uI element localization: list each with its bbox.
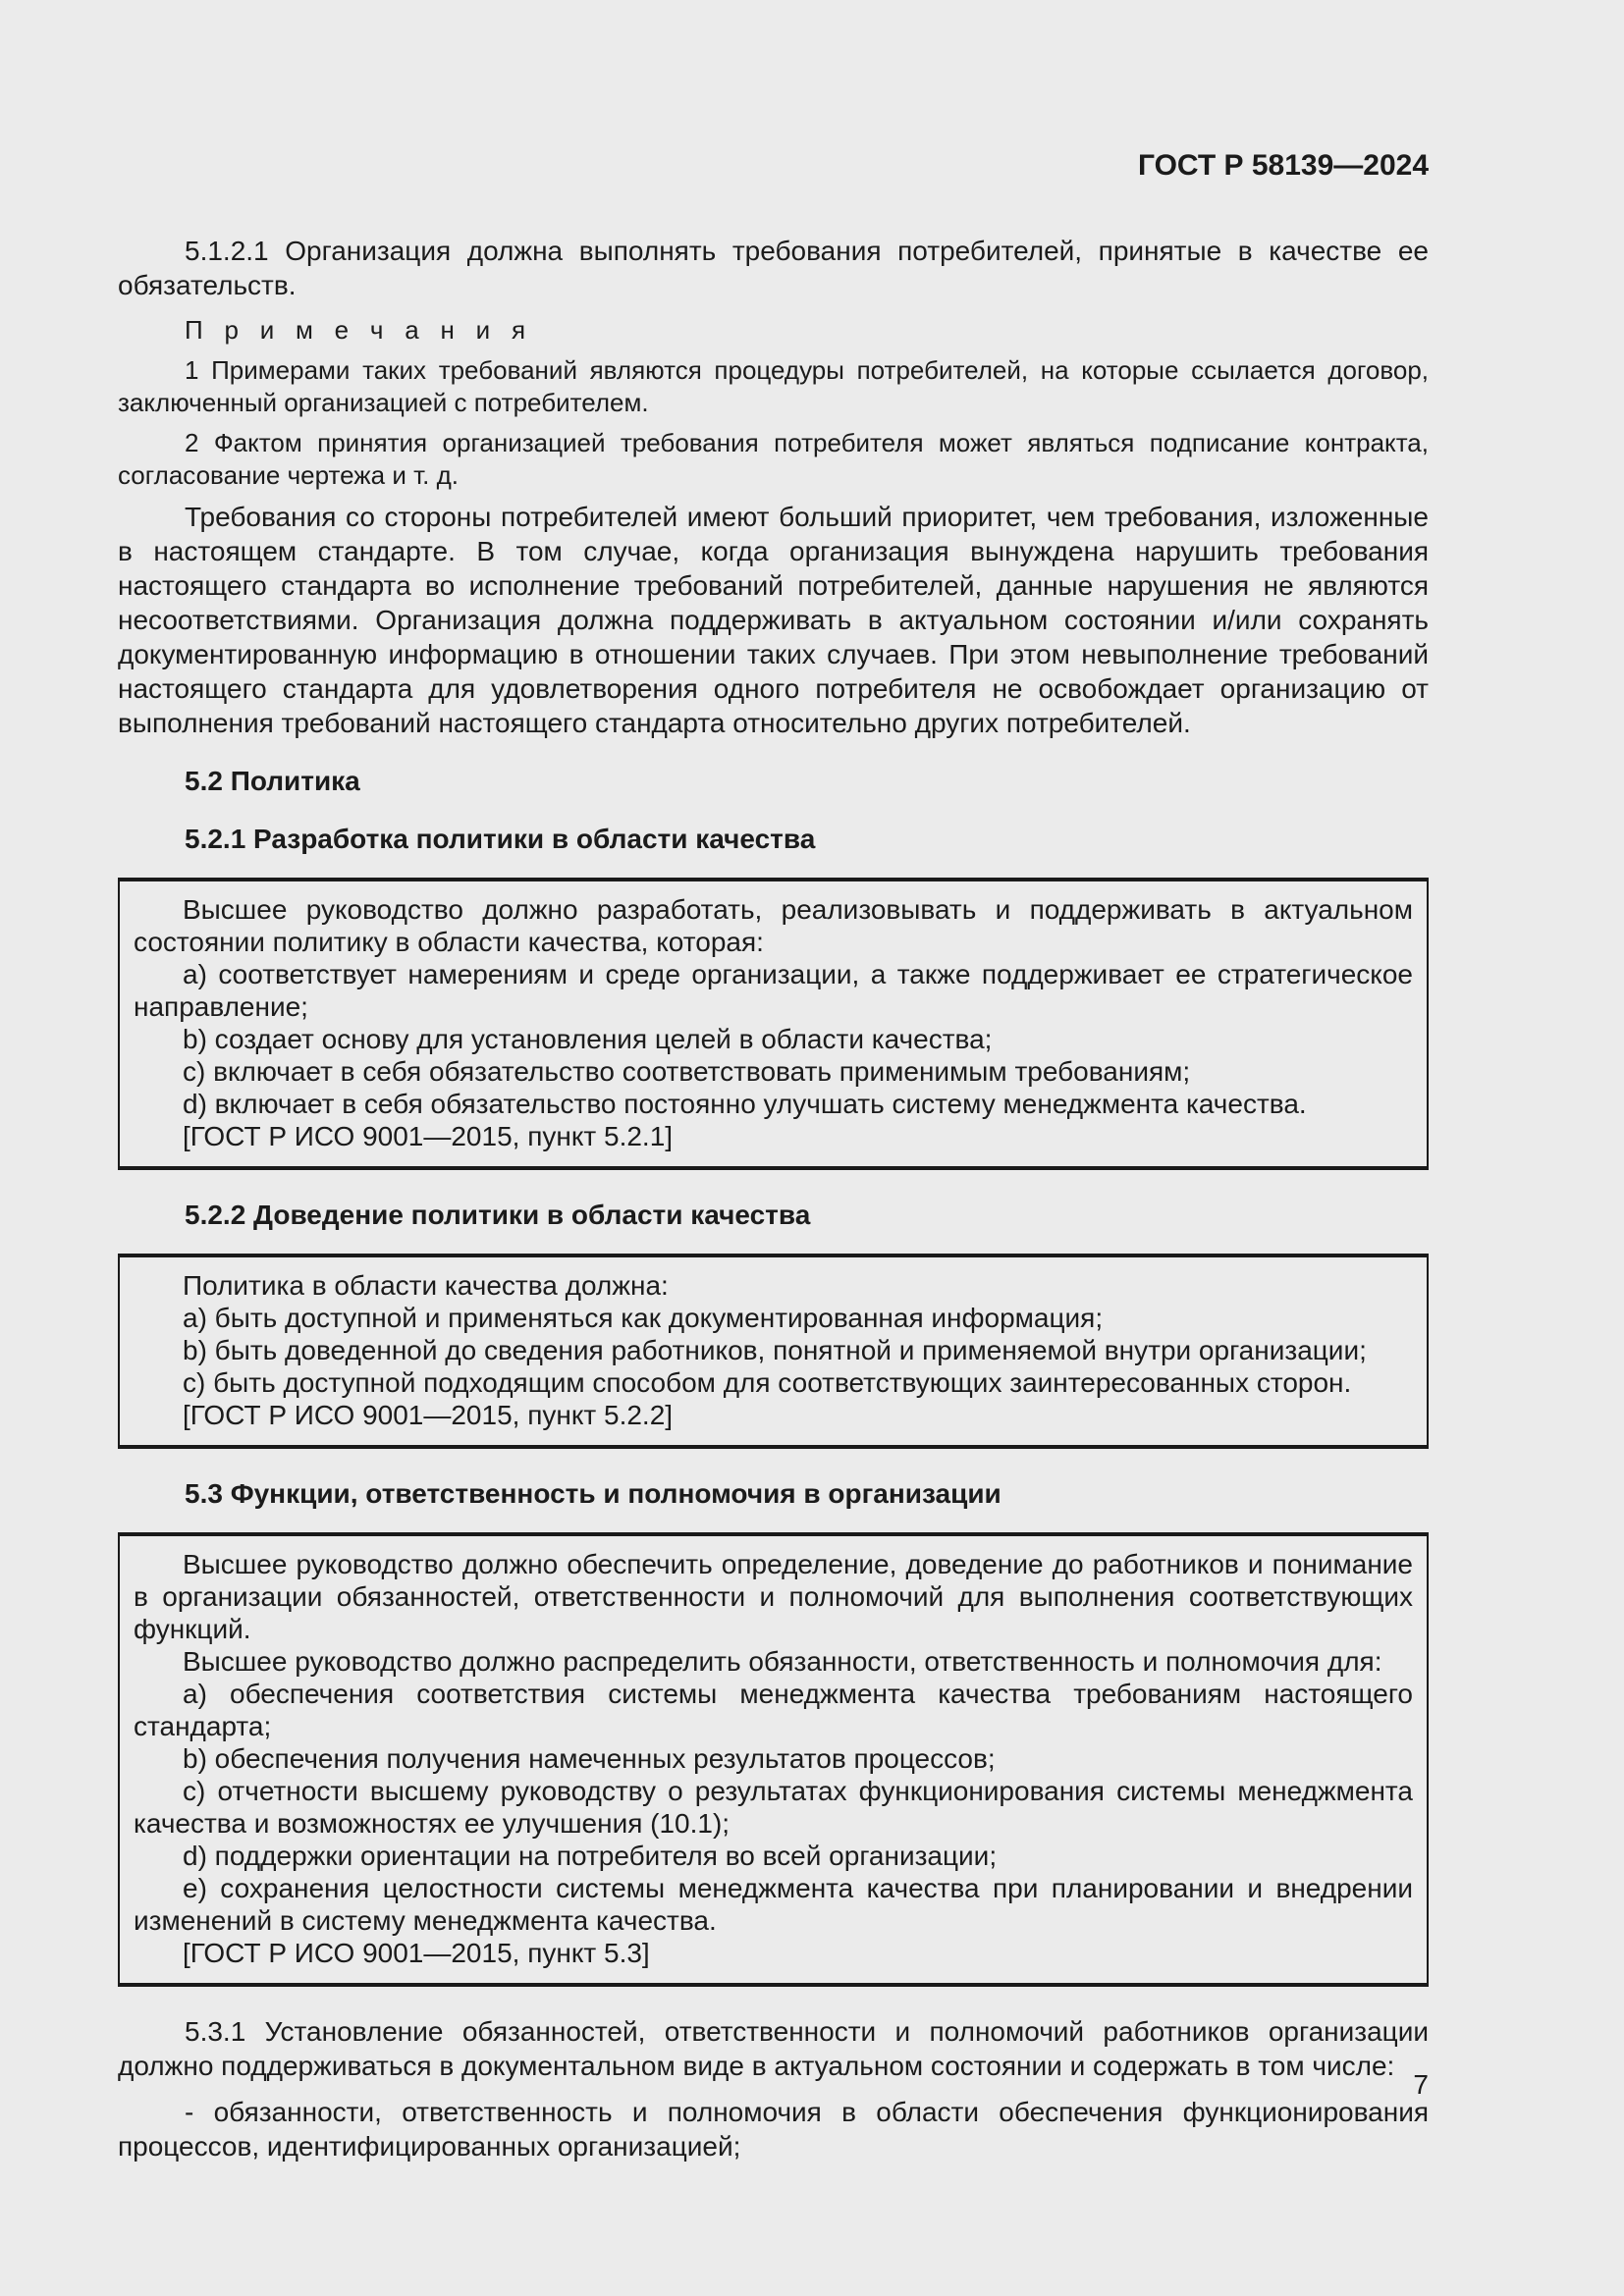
citation-gost-iso-9001-5-2-2: [ГОСТ Р ИСО 9001—2015, пункт 5.2.2] — [183, 1400, 674, 1430]
requirement-box-5-2-2 — [118, 1254, 1429, 1449]
box-list-item-c: c) отчетности высшему руководству о результатах функционирования системы менеджмента качества и возможностях ее улучшения (10.1); — [134, 1776, 1413, 1839]
citation-gost-iso-9001-5-3: [ГОСТ Р ИСО 9001—2015, пункт 5.3] — [183, 1938, 650, 1968]
notes-label: П р и м е ч а н и я — [185, 315, 533, 345]
heading-5-3: 5.3 Функции, ответственность и полномочия в организации — [185, 1478, 1001, 1509]
citation-gost-iso-9001-5-2-1: [ГОСТ Р ИСО 9001—2015, пункт 5.2.1] — [183, 1121, 674, 1151]
box-list-item-a: a) соответствует намерениям и среде организации, а также поддерживает ее стратегическое направление; — [134, 959, 1413, 1022]
box-paragraph: Высшее руководство должно обеспечить определение, доведение до работников и понимание в организации обязанностей, ответственности и полномочий для выполнения соответствующих функций. — [134, 1549, 1413, 1644]
paragraph-customer-priority: Требования со стороны потребителей имеют больший приоритет, чем требования, изложенные в настоящем стандарте. В том случае, когда организация вынуждена нарушить требования настоящего стандарта во исполнение требований потребителей, данные нарушения не являются несоответствиями. Организация должна поддерживать в актуальном состоянии и/или сохранять документированную информацию в отношении таких случаев. При этом невыполнение требований настоящего стандарта для удовлетворения одного потребителя не освобождает организацию от выполнения требований настоящего стандарта относительно других потребителей. — [118, 502, 1429, 738]
box-paragraph: Высшее руководство должно разработать, реализовывать и поддерживать в актуальном состоянии политику в области качества, которая: — [134, 894, 1413, 957]
box-list-item-c: c) включает в себя обязательство соответствовать применимым требованиям; — [183, 1056, 1191, 1087]
note-item-2: 2 Фактом принятия организацией требования потребителя может являться подписание контракта, согласование чертежа и т. д. — [118, 428, 1429, 490]
box-list-item-b: b) быть доведенной до сведения работников, понятной и применяемой внутри организации; — [183, 1335, 1367, 1365]
requirement-box-5-3 — [118, 1532, 1429, 1987]
document-header: ГОСТ Р 58139—2024 — [1137, 149, 1429, 182]
box-list-item-c: c) быть доступной подходящим способом для соответствующих заинтересованных сторон. — [183, 1367, 1352, 1398]
box-list-item-a: a) быть доступной и применяться как документированная информация; — [183, 1303, 1104, 1333]
box-list-item-d: d) поддержки ориентации на потребителя во всей организации; — [183, 1841, 998, 1871]
dash-list-item: - обязанности, ответственность и полномочия в области обеспечения функционирования процессов, идентифицированных организацией; — [118, 2097, 1429, 2162]
heading-5-2-1: 5.2.1 Разработка политики в области качества — [185, 824, 816, 854]
box-list-item-a: a) обеспечения соответствия системы менеджмента качества требованиям настоящего стандарта; — [134, 1679, 1413, 1741]
paragraph-5-3-1: 5.3.1 Установление обязанностей, ответственности и полномочий работников организации должно поддерживаться в документальном виде в актуальном состоянии и содержать в том числе: — [118, 2016, 1429, 2081]
box-list-item-d: d) включает в себя обязательство постоянно улучшать систему менеджмента качества. — [183, 1089, 1307, 1119]
heading-5-2-2: 5.2.2 Доведение политики в области качества — [185, 1200, 811, 1230]
page-number: 7 — [1413, 2069, 1429, 2100]
box-list-item-b: b) создает основу для установления целей в области качества; — [183, 1024, 993, 1054]
box-list-item-e: e) сохранения целостности системы менеджмента качества при планировании и внедрении изменений в систему менеджмента качества. — [134, 1873, 1413, 1936]
heading-5-2: 5.2 Политика — [185, 766, 360, 796]
box-paragraph: Высшее руководство должно распределить обязанности, ответственность и полномочия для: — [183, 1646, 1382, 1677]
requirement-box-5-2-1 — [118, 878, 1429, 1170]
paragraph-5-1-2-1: 5.1.2.1 Организация должна выполнять требования потребителей, принятые в качестве ее обязательств. — [118, 236, 1429, 300]
box-paragraph: Политика в области качества должна: — [183, 1270, 669, 1301]
note-item-1: 1 Примерами таких требований являются процедуры потребителей, на которые ссылается договор, заключенный организацией с потребителем. — [118, 355, 1429, 417]
box-list-item-b: b) обеспечения получения намеченных результатов процессов; — [183, 1743, 996, 1774]
